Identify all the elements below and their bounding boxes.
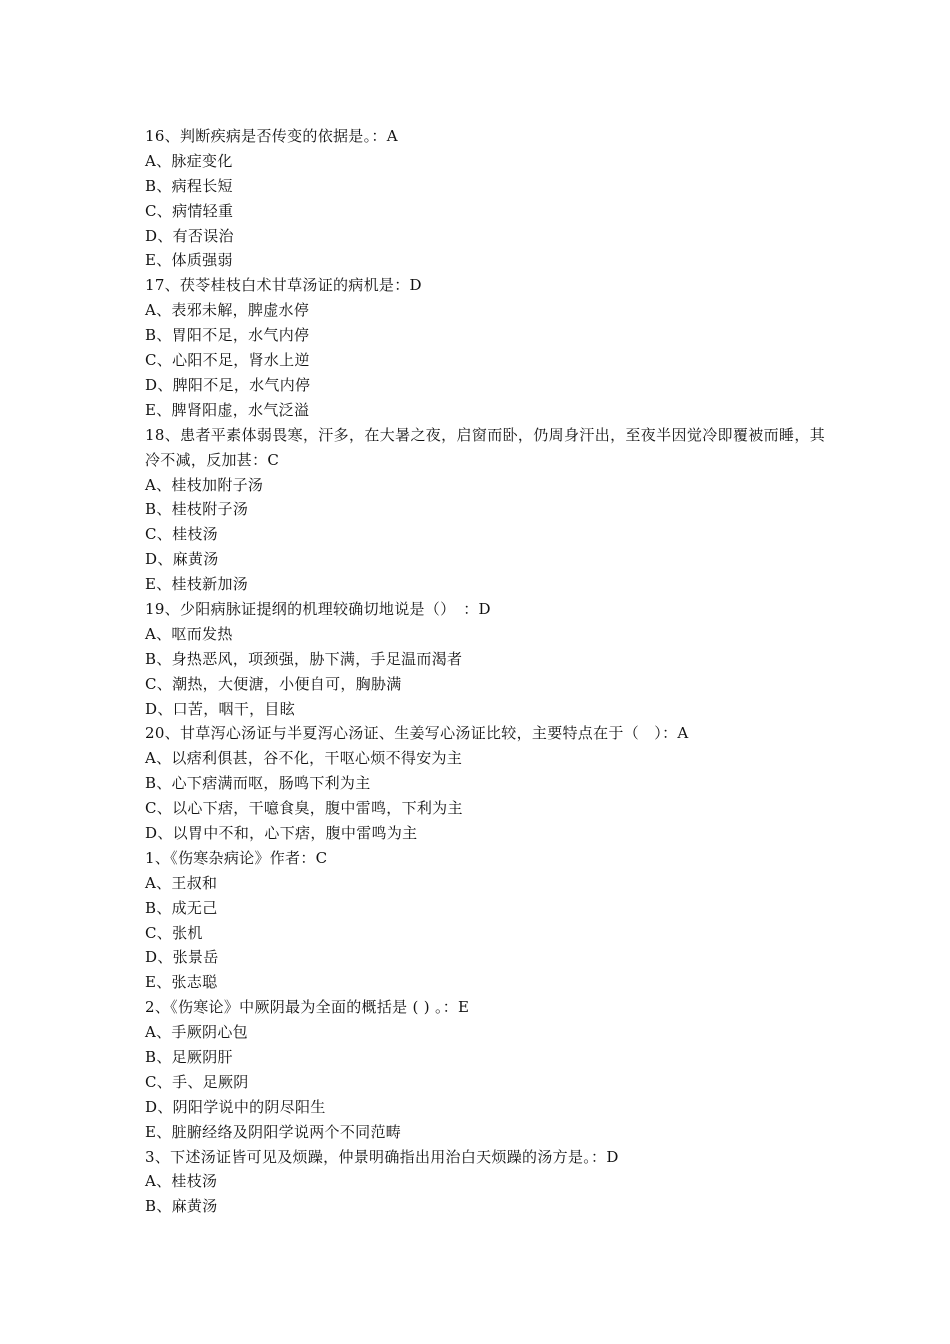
option-line: B、胃阳不足，水气内停 (145, 326, 310, 345)
option-line: A、表邪未解，脾虚水停 (145, 301, 310, 320)
option-line: B、麻黄汤 (145, 1197, 218, 1216)
question-3: 3、下述汤证皆可见及烦躁，仲景明确指出用治白天烦躁的汤方是。：D (145, 1147, 619, 1166)
option-line: A、手厥阴心包 (145, 1023, 248, 1042)
option-line: E、体质强弱 (145, 251, 233, 270)
question-16: 16、判断疾病是否传变的依据是。：A (145, 127, 398, 145)
option-line: C、桂枝汤 (145, 525, 218, 544)
option-line: C、心阳不足，肾水上逆 (145, 351, 310, 370)
option-line: D、以胃中不和，心下痞，腹中雷鸣为主 (145, 823, 418, 842)
option-line: A、呕而发热 (145, 624, 233, 643)
document-body (145, 124, 825, 1219)
option-line: B、桂枝附子汤 (145, 500, 249, 519)
option-line: E、脾肾阳虚，水气泛溢 (145, 400, 310, 419)
option-line: D、张景岳 (145, 948, 219, 967)
option-line: A、桂枝汤 (145, 1172, 218, 1191)
question-1: 1、《伤寒杂病论》作者：C (145, 848, 328, 867)
option-line: B、身热恶风，项颈强，胁下满，手足温而渴者 (145, 649, 463, 668)
option-line: C、潮热，大便溏，小便自可，胸胁满 (145, 674, 402, 693)
question-19: 19、少阳病脉证提纲的机理较确切地说是（） ：D (145, 599, 491, 618)
option-line: B、成无己 (145, 898, 218, 917)
option-line: E、桂枝新加汤 (145, 575, 249, 594)
option-line: D、麻黄汤 (145, 550, 219, 569)
option-line: E、脏腑经络及阴阳学说两个不同范畴 (145, 1122, 402, 1141)
option-line: B、足厥阴肝 (145, 1047, 233, 1066)
question-18: 18、患者平素体弱畏寒，汗多，在大暑之夜，启窗而卧，仍周身汗出，至夜半因觉冷即覆被而睡，其冷不减，反加甚：C (145, 425, 825, 469)
option-line: C、病情轻重 (145, 201, 234, 220)
question-17: 17、茯苓桂枝白术甘草汤证的病机是：D (145, 276, 422, 295)
question-2: 2、《伤寒论》中厥阴最为全面的概括是 ( ) 。：E (145, 998, 470, 1017)
option-line: A、以痞利俱甚，谷不化，干呕心烦不得安为主 (145, 749, 463, 768)
option-line: E、张志聪 (145, 973, 218, 992)
option-line: D、脾阳不足，水气内停 (145, 375, 311, 394)
option-line: C、手、足厥阴 (145, 1072, 249, 1091)
question-20: 20、甘草泻心汤证与半夏泻心汤证、生姜写心汤证比较，主要特点在于（ ）：A (145, 724, 689, 743)
option-line: A、脉症变化 (145, 151, 233, 170)
option-line: B、病程长短 (145, 176, 233, 195)
option-line: A、王叔和 (145, 873, 218, 892)
option-line: C、张机 (145, 923, 203, 942)
option-line: C、以心下痞，干噫食臭，腹中雷鸣，下利为主 (145, 799, 463, 818)
option-line: B、心下痞满而呕，肠鸣下利为主 (145, 774, 371, 793)
option-line: D、阴阳学说中的阴尽阳生 (145, 1097, 326, 1116)
option-line: D、有否误治 (145, 226, 234, 245)
option-line: A、桂枝加附子汤 (145, 475, 264, 494)
option-line: D、口苦，咽干，目眩 (145, 699, 296, 718)
